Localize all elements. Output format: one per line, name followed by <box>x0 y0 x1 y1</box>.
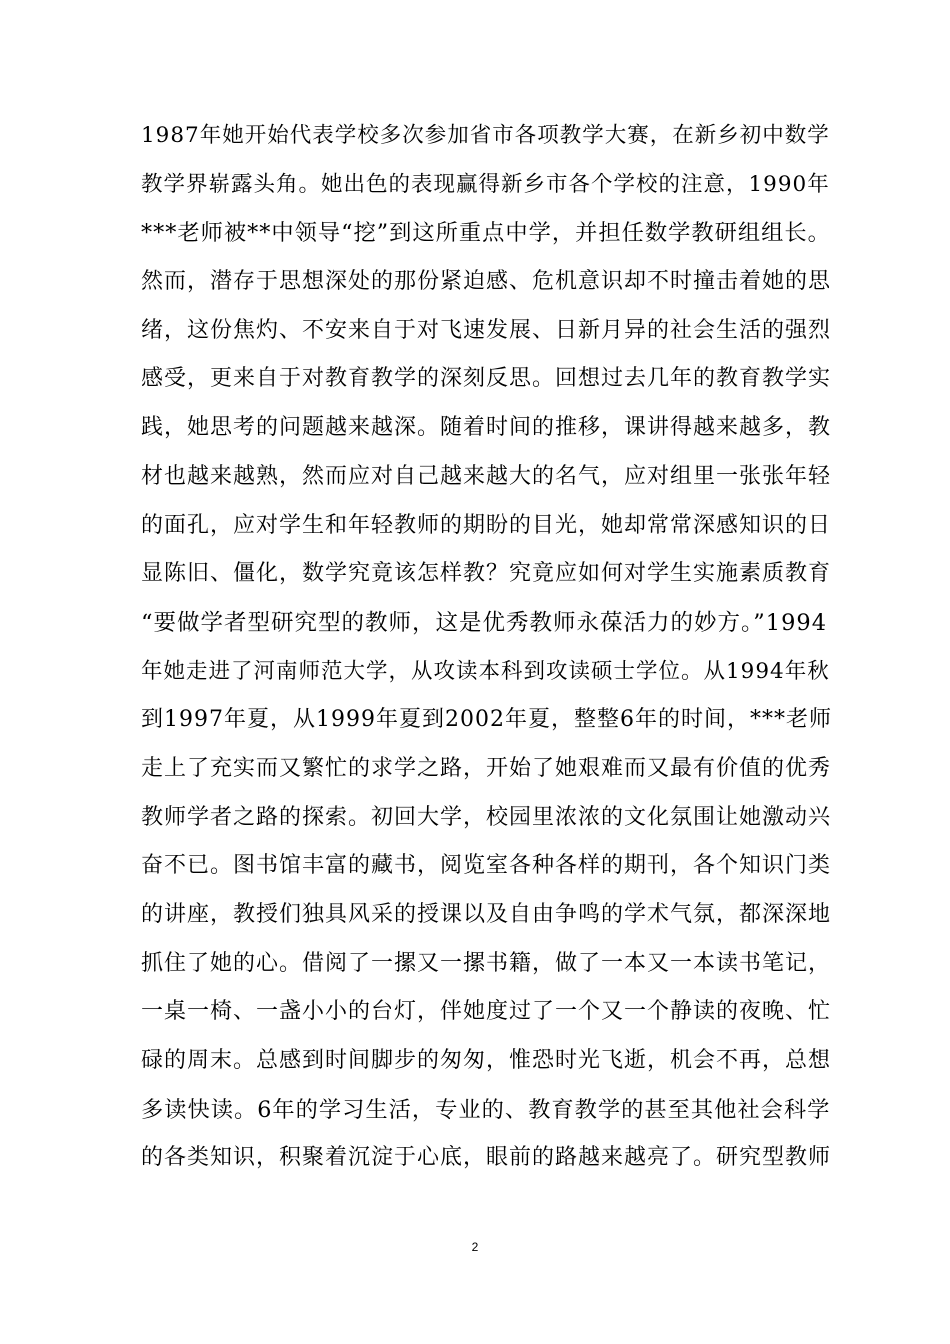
text-line: 一桌一椅、一盏小小的台灯，伴她度过了一个又一个静读的夜晚、忙 <box>141 999 832 1025</box>
text-line: 教师学者之路的探索。初回大学，校园里浓浓的文化氛围让她激动兴 <box>141 804 832 830</box>
text-line: 奋不已。图书馆丰富的藏书，阅览室各种各样的期刊，各个知识门类 <box>141 853 832 879</box>
text-line: 材也越来越熟，然而应对自己越来越大的名气，应对组里一张张年轻 <box>141 463 832 489</box>
text-line: 绪，这份焦灼、不安来自于对飞速发展、日新月异的社会生活的强烈 <box>141 317 832 343</box>
text-line: 然而，潜存于思想深处的那份紧迫感、危机意识却不时撞击着她的思 <box>141 269 832 295</box>
text-line: 感受，更来自于对教育教学的深刻反思。回想过去几年的教育教学实 <box>141 366 832 392</box>
body-text <box>141 112 831 1183</box>
text-line: 1987年她开始代表学校多次参加省市各项教学大赛，在新乡初中数学 <box>141 123 830 148</box>
text-line: 教学界崭露头角。她出色的表现赢得新乡市各个学校的注意，1990年 <box>141 171 830 197</box>
text-line: 的各类知识，积聚着沉淀于心底，眼前的路越来越亮了。研究型教师 <box>141 1145 832 1171</box>
text-line: 多读快读。6年的学习生活，专业的、教育教学的甚至其他社会科学 <box>141 1096 831 1123</box>
text-line: 践，她思考的问题越来越深。随着时间的推移，课讲得越来越多，教 <box>141 415 832 441</box>
page-number: 2 <box>471 1240 479 1254</box>
text-line: ***老师被**中领导“挖”到这所重点中学，并担任数学教研组组长。 <box>141 220 831 247</box>
text-line: 的面孔，应对学生和年轻教师的期盼的目光，她却常常深感知识的日 <box>141 512 832 538</box>
text-line: 显陈旧、僵化，数学究竟该怎样教？究竟应如何对学生实施素质教育 <box>141 561 832 587</box>
text-line: 到1997年夏，从1999年夏到2002年夏，整整6年的时间，***老师 <box>141 707 832 733</box>
text-line: 的讲座，教授们独具风采的授课以及自由争鸣的学术气氛，都深深地 <box>141 902 832 927</box>
text-line: 走上了充实而又繁忙的求学之路，开始了她艰难而又最有价值的优秀 <box>141 755 832 781</box>
text-line: “要做学者型研究型的教师，这是优秀教师永葆活力的妙方。”1994 <box>141 609 828 636</box>
text-line: 抓住了她的心。借阅了一摞又一摞书籍，做了一本又一本读书笔记， <box>141 950 832 976</box>
text-line: 年她走进了河南师范大学，从攻读本科到攻读硕士学位。从1994年秋 <box>141 658 830 684</box>
text-line: 碌的周末。总感到时间脚步的匆匆，惟恐时光飞逝，机会不再，总想 <box>141 1048 832 1074</box>
